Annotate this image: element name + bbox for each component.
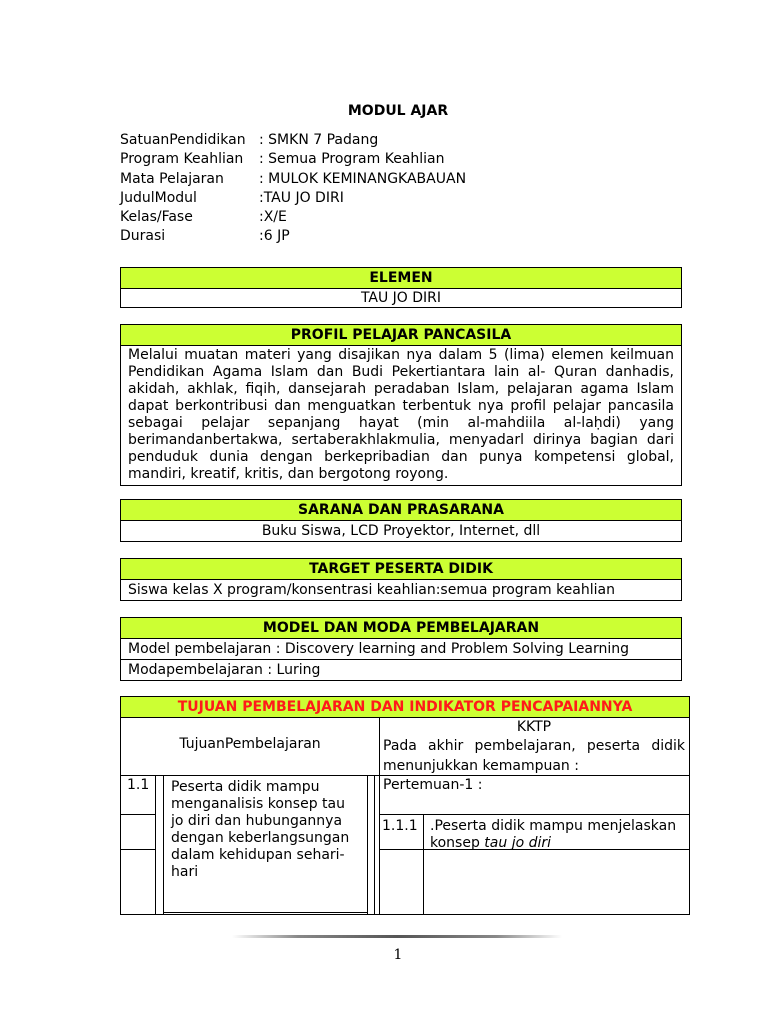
profil-section bbox=[120, 324, 682, 486]
sub-text bbox=[430, 818, 684, 852]
elemen-section bbox=[120, 267, 682, 308]
module-info bbox=[120, 131, 466, 247]
info-row-kelas bbox=[120, 208, 466, 227]
info-value: :X/E bbox=[259, 209, 287, 226]
sub-text-main: .Peserta didik mampu menjelaskan konsep bbox=[430, 818, 677, 851]
model-section bbox=[120, 617, 682, 681]
section-heading: ELEMEN bbox=[121, 268, 681, 289]
item-number: 1.1 bbox=[127, 777, 150, 793]
target-section bbox=[120, 558, 682, 601]
tujuan-table bbox=[121, 718, 689, 914]
info-value: : SMKN 7 Padang bbox=[259, 132, 379, 148]
col-tujuan-label: TujuanPembelajaran bbox=[179, 736, 321, 752]
document-title: MODUL AJAR bbox=[347, 103, 449, 119]
info-value: : MULOK KEMINANGKABAUAN bbox=[259, 170, 467, 187]
info-key: Program Keahlian bbox=[120, 151, 244, 168]
info-row-judul bbox=[120, 189, 466, 208]
section-heading: TUJUAN PEMBELAJARAN DAN INDIKATOR PENCAPAIANNYA bbox=[121, 697, 689, 718]
info-key: JudulModul bbox=[120, 189, 197, 206]
col-kktp-label: KKTP bbox=[516, 719, 552, 735]
info-value: : Semua Program Keahlian bbox=[259, 151, 445, 168]
sub-text-emphasis: tau jo diri bbox=[484, 835, 552, 851]
profil-text: Melalui muatan materi yang disajikan nya dalam 5 (lima) elemen keilmuan Pendidikan Agama Islam dan Budi Pekertiantara lain al- Quran danhadis, akidah, akhlak, fiqih, dansejarah peradaban Islam, pelajaran agama Islam dapat berkontribusi dan menguatkan terbentuk nya profil pelajar pancasila sebagai pelajar sepanjang hayat (min al-mahdiila al-laḥdi) yang berimandanbertakwa, sertaberakhlakmulia, menyadarl dirinya bagian dari penduduk dunia dengan berkepribadian dan punya kompetensi global, mandiri, kreatif, kritis, dan bergotong royong. bbox=[128, 347, 674, 482]
info-value: :6 JP bbox=[259, 228, 290, 245]
section-heading: TARGET PESERTA DIDIK bbox=[121, 559, 681, 580]
section-value: Buku Siswa, LCD Proyektor, Internet, dll bbox=[261, 523, 541, 539]
info-value: :TAU JO DIRI bbox=[259, 189, 344, 206]
section-value: TAU JO DIRI bbox=[360, 290, 442, 306]
item-text: Peserta didik mampu menganalisis konsep tau jo diri dan hubungannya dengan keberlangsungan dalam kehidupan sehari-hari bbox=[171, 779, 350, 880]
info-key: SatuanPendidikan bbox=[120, 132, 246, 148]
info-row-mapel bbox=[120, 170, 466, 189]
kktp-intro: Pada akhir pembelajaran, peserta didik menunjukkan kemampuan : bbox=[383, 738, 685, 774]
tujuan-section bbox=[120, 696, 690, 915]
section-value: Siswa kelas X program/konsentrasi keahlian:semua program keahlian bbox=[128, 582, 615, 598]
model-row: Model pembelajaran : Discovery learning and Problem Solving Learning bbox=[128, 641, 630, 657]
footer-divider bbox=[232, 935, 562, 938]
info-key: Kelas/Fase bbox=[120, 209, 193, 226]
info-row-durasi bbox=[120, 227, 466, 246]
info-key: Mata Pelajaran bbox=[120, 170, 224, 187]
moda-row: Modapembelajaran : Luring bbox=[121, 659, 681, 680]
section-heading: MODEL DAN MODA PEMBELAJARAN bbox=[121, 618, 681, 639]
section-heading: PROFIL PELAJAR PANCASILA bbox=[121, 325, 681, 346]
section-heading: SARANA DAN PRASARANA bbox=[121, 500, 681, 521]
sub-number: 1.1.1 bbox=[382, 818, 418, 834]
info-key: Durasi bbox=[120, 228, 166, 245]
page-number: 1 bbox=[393, 947, 403, 963]
pertemuan-label: Pertemuan-1 : bbox=[383, 777, 483, 793]
sarana-section bbox=[120, 499, 682, 542]
info-row-satuan bbox=[120, 131, 466, 150]
info-row-program bbox=[120, 150, 466, 169]
